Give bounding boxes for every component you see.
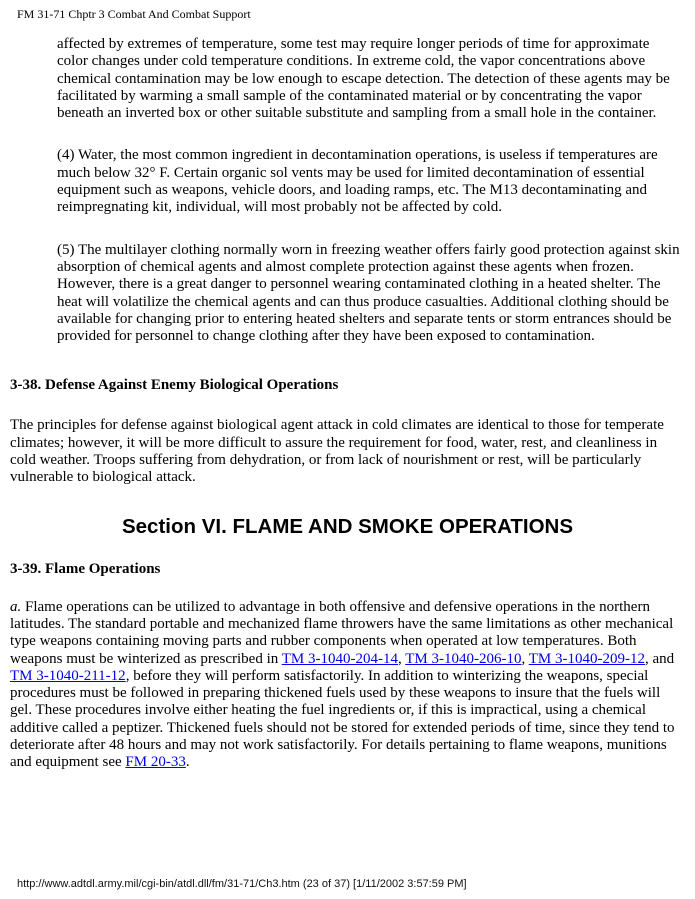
section-vi-heading: Section VI. FLAME AND SMOKE OPERATIONS — [121, 514, 574, 538]
paragraph-text: , before they will perform satisfactorily. In addition to winterizing the weapons, special procedures must be followed in preparing thickened fuels used by these weapons to insure that the fuels will gel. These procedures involve either heating the fuel ingredients or, if this is impractical, using a chemical additive called a peptizer. Thickened fuels should not be stored for extended periods of time, since they tend to deteriorate after 48 hours and may not work satisfactorily. For details pertaining to flame weapons, munitions and equipment see — [10, 667, 675, 771]
link-fm-20-33[interactable]: FM 20-33 — [125, 754, 186, 771]
paragraph-3-38-body: The principles for defense against biological agent attack in cold climates are identical to those for temperate climates; however, it will be more difficult to assure the requirement for food, water, rest, and cleanliness in cold weather. Troops suffering from dehydration, or from lack of nourishment or rest, will be particularly vulnerable to biological attack. — [10, 417, 664, 486]
paragraph-text: Flame operations can be utilized to advantage in both offensive and defensive operations in the northern latitudes. The standard portable and mechanized flame throwers have the same limitations as other mechanical type weapons containing moving parts and rubber components when operated at low temperatures. Both weapons must be winterized as prescribed in — [10, 598, 674, 667]
paragraph-detection-cold: affected by extremes of temperature, some test may require longer periods of time for approximate color changes under cold temperature conditions. In extreme cold, the vapor concentrations above chemical contamination may be low enough to escape detection. The detection of these agents may be facilitated by warming a small sample of the contaminated material or by concentrating the vapor beneath an inverted box or other suitable substitute and sampling from a small hole in the container. — [57, 36, 670, 122]
paragraph-text: , — [397, 650, 406, 667]
link-tm-3-1040-204-14[interactable]: TM 3-1040-204-14 — [281, 650, 398, 667]
link-tm-3-1040-206-10[interactable]: TM 3-1040-206-10 — [405, 650, 522, 667]
indented-paragraph-block — [57, 36, 680, 345]
heading-3-38-biological-operations: 3-38. Defense Against Enemy Biological Operations — [10, 377, 339, 394]
link-tm-3-1040-211-12[interactable]: TM 3-1040-211-12 — [10, 667, 126, 684]
paragraph-5-multilayer-clothing: (5) The multilayer clothing normally worn in freezing weather offers fairly good protection against skin absorption of chemical agents and almost complete protection against these agents when frozen. However, there is a great danger to personnel wearing contaminated clothing in a heated shelter. The heat will volatilize the chemical agents and can thus produce casualties. Additional clothing should be available for changing prior to entering heated shelters and separate tents or storm entrances should be provided for personnel to change clothing after they have been exposed to contamination. — [57, 241, 680, 345]
paragraph-text: , and — [644, 650, 675, 667]
footer-url: http://www.adtdl.army.mil/cgi-bin/atdl.dll/fm/31-71/Ch3.htm (23 of 37) [1/11/2002 3:57:59 PM] — [17, 878, 467, 890]
document-header: FM 31-71 Chptr 3 Combat And Combat Support — [17, 7, 251, 21]
paragraph-text: . — [185, 754, 190, 771]
paragraph-3-39a-body — [10, 599, 683, 772]
link-tm-3-1040-209-12[interactable]: TM 3-1040-209-12 — [528, 650, 645, 667]
heading-3-39-flame-operations: 3-39. Flame Operations — [10, 560, 161, 577]
paragraph-4-water-decontamination: (4) Water, the most common ingredient in decontamination operations, is useless if temperatures are much below 32° F. Certain organic sol vents may be used for limited decontamination of essential equipment such as weapons, vehicle doors, and loading ramps, etc. The M13 decontaminating and reimpregnating kit, individual, will most probably not be affected by cold. — [57, 147, 658, 216]
paragraph-letter-a: a. — [10, 598, 22, 615]
paragraph-text: , — [521, 650, 529, 667]
